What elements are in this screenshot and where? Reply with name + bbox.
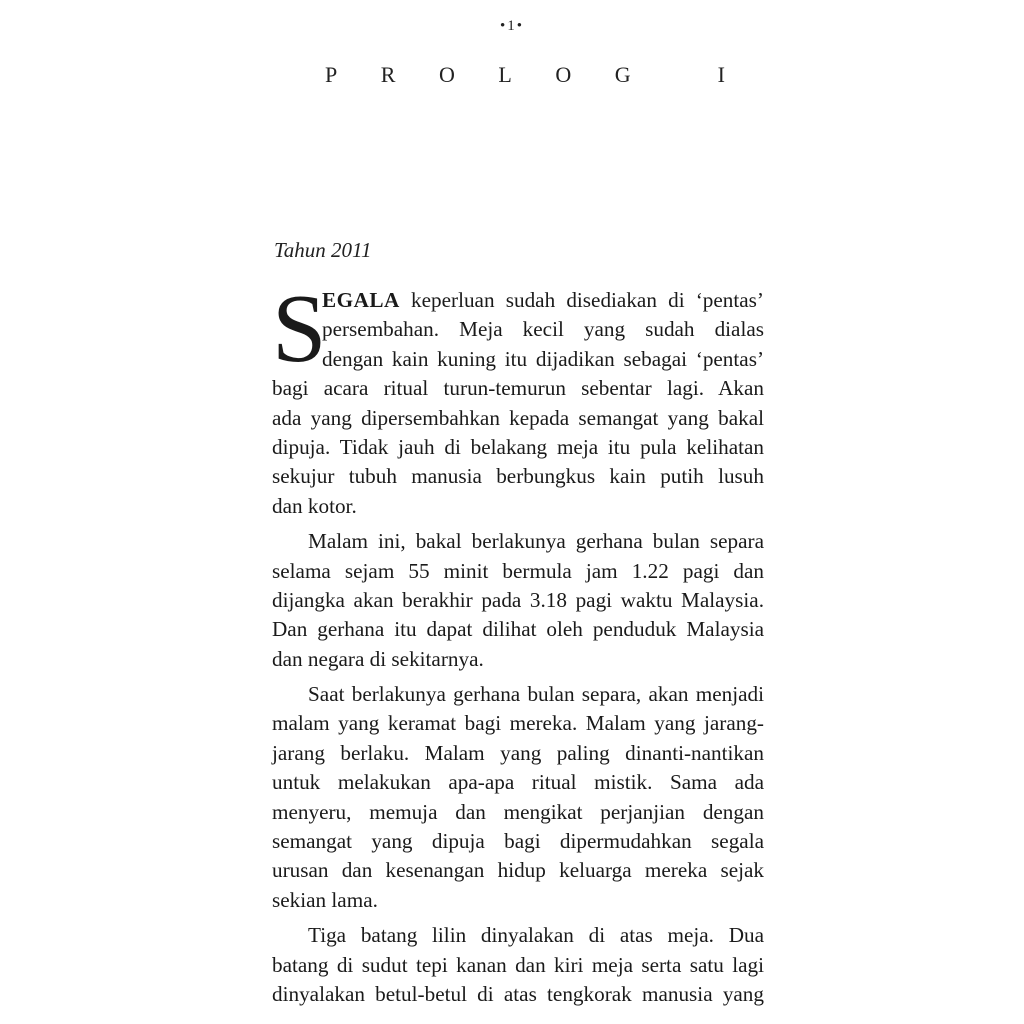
text-line: batang di sudut tepi kanan dan kiri meja serta satu lagi: [272, 952, 764, 977]
chapter-title-letter: R: [380, 62, 396, 87]
chapter-title-letter: O: [438, 62, 455, 87]
text-line: dengan kain kuning itu dijadikan sebagai ‘pentas’: [322, 346, 764, 371]
text-line: dinyalakan betul-betul di atas tengkorak manusia yang: [272, 981, 764, 1006]
text-line: Dan gerhana itu dapat dilihat oleh penduduk Malaysia: [272, 617, 764, 642]
chapter-title-letter: L: [498, 62, 512, 87]
text-line-rest: keperluan sudah disediakan di ‘pentas’: [399, 288, 764, 312]
text-line: menyeru, memuja dan mengikat perjanjian dengan: [272, 799, 764, 824]
text-line: dan kotor.: [272, 493, 357, 518]
text-line: selama sejam 55 minit bermula jam 1.22 pagi dan: [272, 558, 764, 583]
text-line: bagi acara ritual turun-temurun sebentar lagi. Akan: [272, 376, 764, 401]
chapter-title: [325, 62, 725, 88]
text-line: dan negara di sekitarnya.: [272, 646, 484, 671]
text-line: jarang berlaku. Malam yang paling dinanti-nantikan: [272, 740, 764, 765]
text-line: untuk melakukan apa-apa ritual mistik. Sama ada: [272, 770, 764, 795]
text-line: semangat yang dipuja bagi dipermudahkan segala: [272, 829, 764, 854]
text-line: urusan dan kesenangan hidup keluarga mereka sejak: [272, 858, 764, 883]
page-number: •1•: [499, 18, 524, 34]
text-line: malam yang keramat bagi mereka. Malam yang jarang-: [272, 711, 764, 736]
text-line: persembahan. Meja kecil yang sudah dialas: [322, 317, 764, 342]
text-line: Malam ini, bakal berlakunya gerhana bulan separa: [308, 529, 764, 554]
text-line: dijangka akan berakhir pada 3.18 pagi waktu Malaysia.: [272, 587, 764, 612]
text-line: sekujur tubuh manusia berbungkus kain putih lusuh: [272, 464, 764, 489]
text-line: dipuja. Tidak jauh di belakang meja itu pula kelihatan: [272, 434, 764, 459]
chapter-title-letter: I: [717, 62, 725, 87]
chapter-title-letter: P: [325, 62, 338, 87]
drop-cap: S: [272, 275, 327, 383]
chapter-title-letter: G: [614, 62, 631, 87]
text-line: ada yang dipersembahkan kepada semangat yang bakal: [272, 405, 764, 430]
text-line: sekian lama.: [272, 887, 378, 912]
chapter-title-letter: O: [555, 62, 572, 87]
text-line: Tiga batang lilin dinyalakan di atas meja. Dua: [308, 923, 764, 948]
lead-word: EGALA: [322, 288, 400, 312]
body-text: [272, 275, 764, 1009]
text-line: [272, 286, 764, 315]
text-line: Saat berlakunya gerhana bulan separa, akan menjadi: [308, 682, 764, 707]
section-year-heading: Tahun 2011: [274, 238, 372, 262]
